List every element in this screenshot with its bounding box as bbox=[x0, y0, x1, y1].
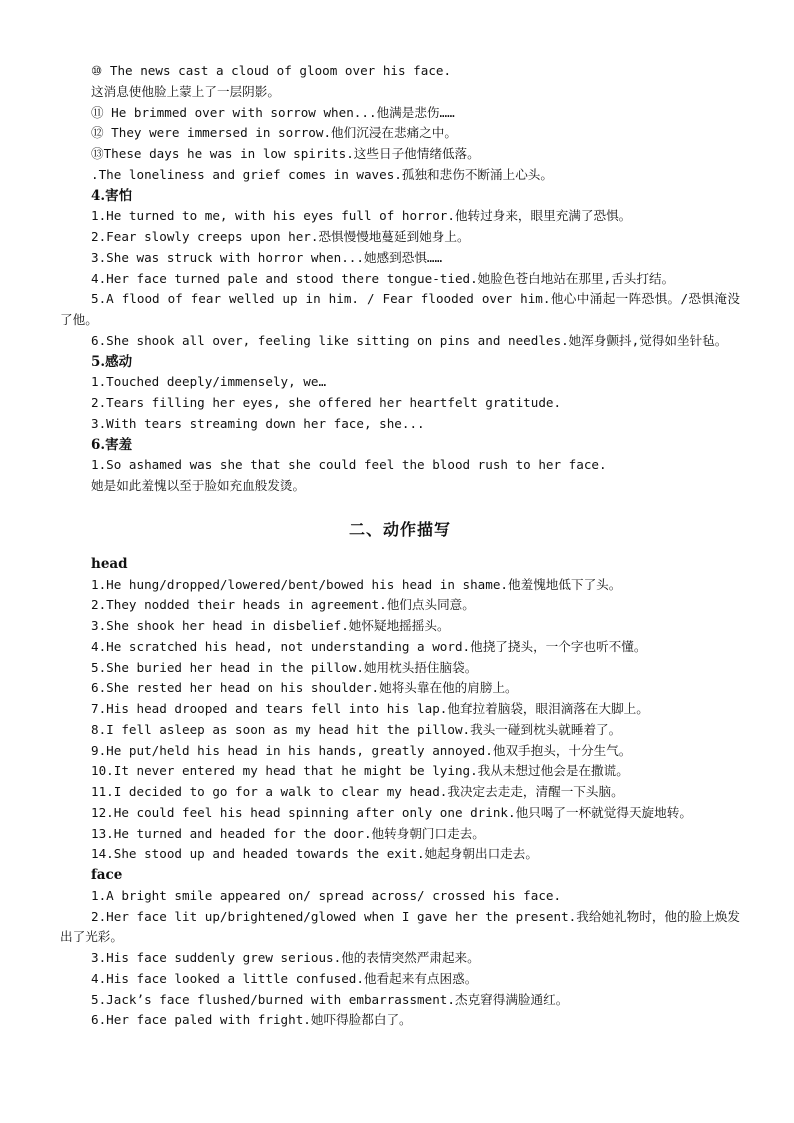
text-line: 7.His head drooped and tears fell into his lap.他耷拉着脑袋，眼泪滴落在大脚上。 bbox=[91, 701, 649, 716]
text-line: 2.Tears filling her eyes, she offered her heartfelt gratitude. bbox=[91, 395, 562, 410]
text-line: 2.Fear slowly creeps upon her.恐惧慢慢地蔓延到她身上。 bbox=[91, 229, 470, 244]
subheading-moved: 5.感动 bbox=[91, 353, 133, 370]
text-line: 3.His face suddenly grew serious.他的表情突然严肃起来。 bbox=[91, 950, 480, 965]
subheading-face: face bbox=[91, 867, 123, 883]
text-line: 1.Touched deeply/immensely, we… bbox=[91, 374, 327, 390]
text-line: 6.She shook all over, feeling like sitting on pins and needles.她浑身颤抖,觉得如坐针毡。 bbox=[91, 332, 728, 348]
text-line: 1.A bright smile appeared on/ spread across/ crossed his face. bbox=[91, 887, 562, 903]
text-line: 3.She was struck with horror when...她感到恐惧…… bbox=[91, 249, 443, 265]
text-line: ⑩ The news cast a cloud of gloom over his face. bbox=[91, 63, 452, 78]
text-line: 11.I decided to go for a walk to clear my head.我决定去走走，清醒一下头脑。 bbox=[91, 784, 624, 799]
text-line: 4.He scratched his head, not understanding a word.他挠了挠头，一个字也听不懂。 bbox=[91, 638, 647, 654]
text-line: 这消息使他脸上蒙上了一层阴影。 bbox=[91, 83, 280, 99]
text-line: ⑬These days he was in low spirits.这些日子他情绪低落。 bbox=[91, 146, 480, 161]
subheading-fear: 4.害怕 bbox=[91, 187, 133, 204]
text-line: 3.She shook her head in disbelief.她怀疑地摇摇头。 bbox=[91, 618, 450, 633]
text-line: 5.Jack’s face flushed/burned with embarrassment.杰克窘得满脸通红。 bbox=[91, 991, 569, 1007]
text-line: 3.With tears streaming down her face, she... bbox=[91, 415, 425, 431]
text-line: 1.So ashamed was she that she could feel the blood rush to her face. bbox=[91, 457, 607, 473]
text-line: .The loneliness and grief comes in waves.孤独和悲伤不断涌上心头。 bbox=[91, 166, 553, 182]
text-line: 13.He turned and headed for the door.他转身朝门口走去。 bbox=[91, 825, 485, 841]
text-line: 1.He hung/dropped/lowered/bent/bowed his head in shame.他羞愧地低下了头。 bbox=[91, 576, 622, 592]
section-title: 二、动作描写 bbox=[348, 519, 451, 539]
text-line: 4.His face looked a little confused.他看起来有点困惑。 bbox=[91, 970, 478, 986]
text-line: 8.I fell asleep as soon as my head hit the pillow.我头一碰到枕头就睡着了。 bbox=[91, 721, 622, 737]
text-line: 10.It never entered my head that he might be lying.我从未想过他会是在撒谎。 bbox=[91, 763, 629, 779]
document-content bbox=[60, 61, 740, 1031]
text-line: 14.She stood up and headed towards the exit.她起身朝出口走去。 bbox=[91, 846, 538, 862]
subheading-head: head bbox=[91, 555, 128, 572]
subheading-shy: 6.害羞 bbox=[91, 436, 133, 453]
text-line: ⑫ They were immersed in sorrow.他们沉浸在悲痛之中。 bbox=[91, 125, 457, 141]
text-line: 9.He put/held his head in his hands, greatly annoyed.他双手抱头，十分生气。 bbox=[91, 742, 632, 758]
text-line: 6.Her face paled with fright.她吓得脸都白了。 bbox=[91, 1012, 412, 1028]
text-line: 5.She buried her head in the pillow.她用枕头捂住脑袋。 bbox=[91, 659, 478, 675]
text-line: 1.He turned to me, with his eyes full of horror.他转过身来，眼里充满了恐惧。 bbox=[91, 208, 632, 224]
text-line: 2.Her face lit up/brightened/glowed when I gave her the present.我给她礼物时，他的脸上焕发出了光彩。 bbox=[60, 908, 740, 945]
text-line: 12.He could feel his head spinning after only one drink.他只喝了一杯就觉得天旋地转。 bbox=[91, 804, 692, 820]
text-line: 6.She rested her head on his shoulder.她将头靠在他的肩膀上。 bbox=[91, 680, 518, 696]
text-line: 4.Her face turned pale and stood there tongue-tied.她脸色苍白地站在那里,舌头打结。 bbox=[91, 270, 675, 286]
text-line: 她是如此羞愧以至于脸如充血般发烫。 bbox=[91, 478, 306, 493]
text-line: 5.A flood of fear welled up in him. / Fear flooded over him.他心中涌起一阵恐惧。/恐惧淹没了他。 bbox=[60, 291, 740, 327]
text-line: ⑪ He brimmed over with sorrow when...他满是悲伤…… bbox=[91, 104, 455, 120]
text-line: 2.They nodded their heads in agreement.他们点头同意。 bbox=[91, 597, 475, 613]
